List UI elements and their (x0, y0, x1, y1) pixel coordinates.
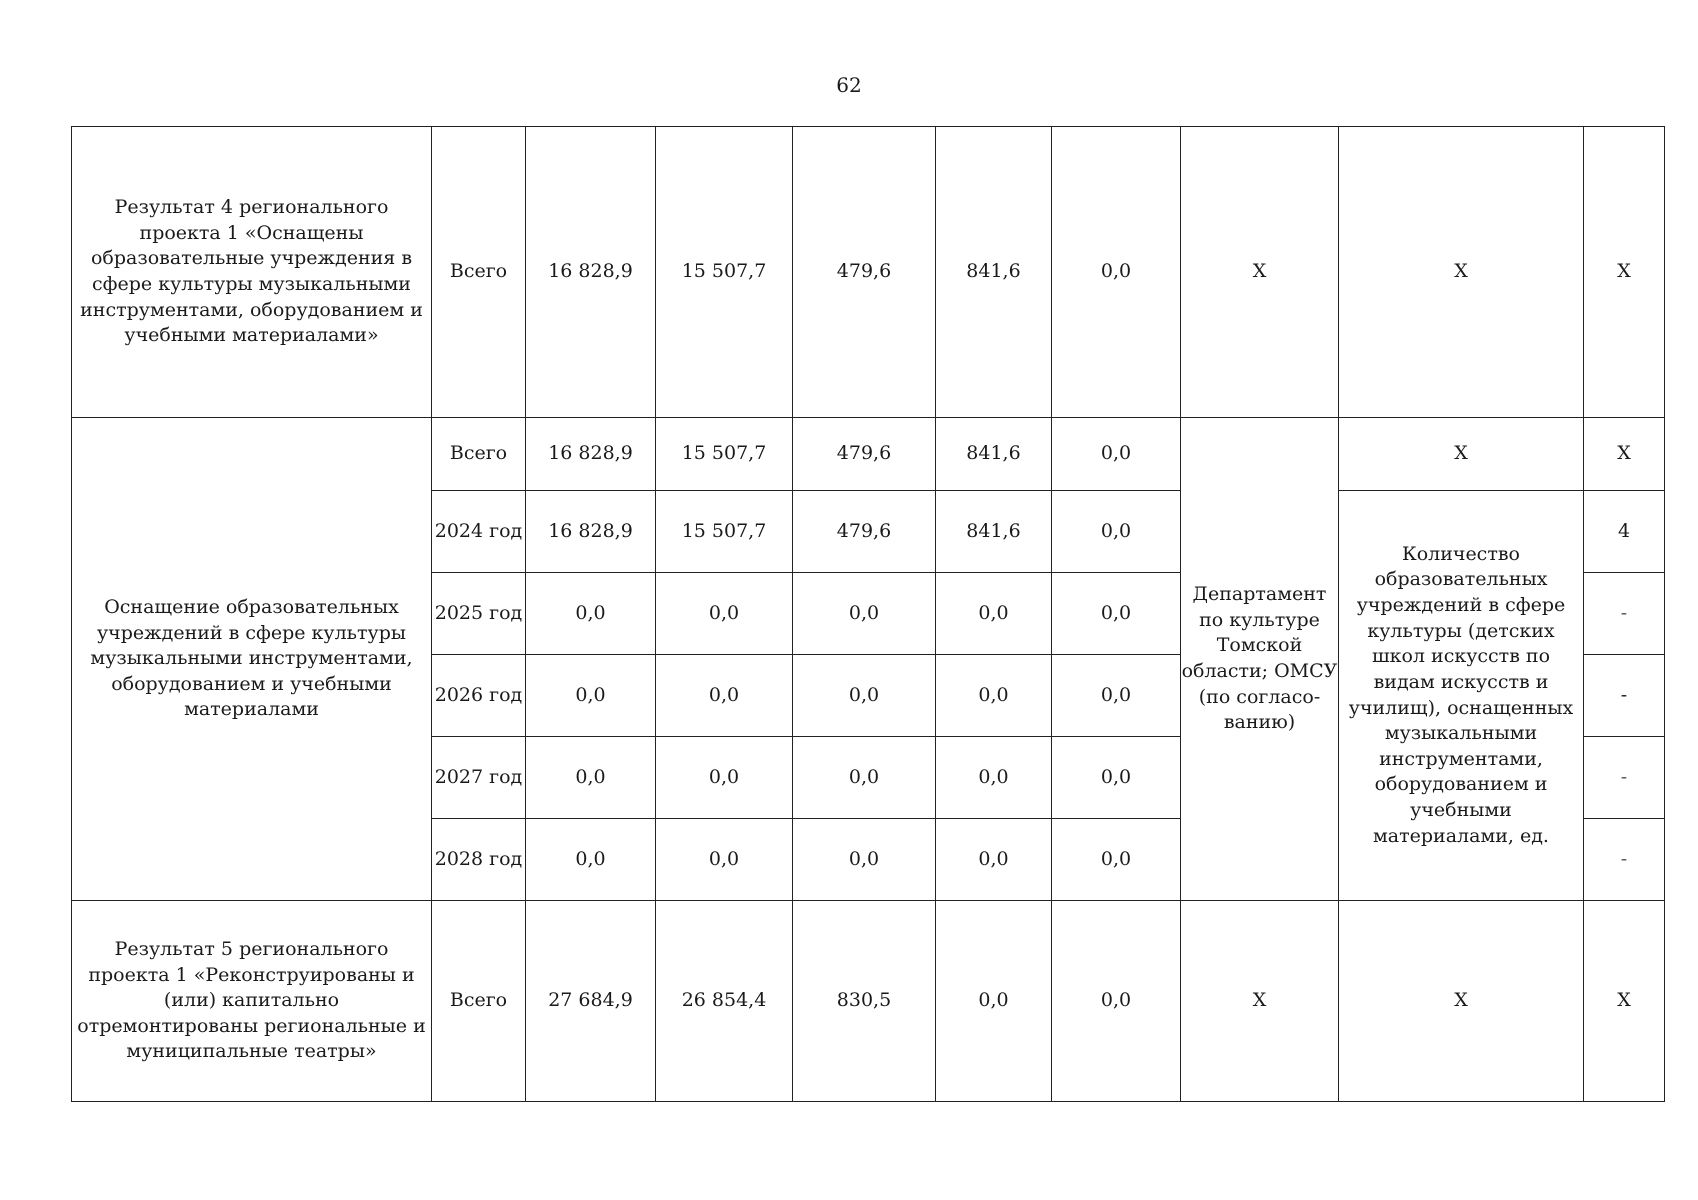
result-4-federal: 15 507,7 (656, 127, 793, 418)
event-period: Всего (432, 418, 526, 491)
event-period: 2025 год (432, 573, 526, 655)
event-value: 841,6 (936, 418, 1052, 491)
event-target: - (1584, 819, 1665, 901)
event-value: 0,0 (793, 819, 936, 901)
event-period: 2024 год (432, 491, 526, 573)
result-4-regional: 479,6 (793, 127, 936, 418)
event-value: 15 507,7 (656, 491, 793, 573)
event-target: X (1584, 418, 1665, 491)
table-row (72, 418, 1665, 491)
result-4-total: 16 828,9 (526, 127, 656, 418)
result-4-other: 0,0 (1052, 127, 1181, 418)
event-value: 0,0 (793, 655, 936, 737)
event-value: 0,0 (936, 655, 1052, 737)
result-4-target: X (1584, 127, 1665, 418)
event-target: - (1584, 573, 1665, 655)
event-target: - (1584, 737, 1665, 819)
result-5-total: 27 684,9 (526, 901, 656, 1102)
result-5-target: X (1584, 901, 1665, 1102)
result-4-description: Результат 4 регионального проекта 1 «Оснащены образовательные учреждения в сфере культуры музыкальными инструментами, оборудованием и учебными материалами» (72, 127, 432, 418)
event-value: 0,0 (656, 655, 793, 737)
event-value: 0,0 (936, 737, 1052, 819)
event-value: 0,0 (526, 737, 656, 819)
result-5-description: Результат 5 регионального проекта 1 «Реконструированы и (или) капитально отремонтированы региональные и муниципальные театры» (72, 901, 432, 1102)
event-value: 16 828,9 (526, 418, 656, 491)
event-period: 2026 год (432, 655, 526, 737)
result-4-local: 841,6 (936, 127, 1052, 418)
event-value: 479,6 (793, 491, 936, 573)
result-5-regional: 830,5 (793, 901, 936, 1102)
event-description: Оснащение образовательных учреждений в сфере культуры музыкальными инструментами, оборудованием и учебными материалами (72, 418, 432, 901)
event-target: - (1584, 655, 1665, 737)
event-period: 2027 год (432, 737, 526, 819)
event-value: 0,0 (526, 655, 656, 737)
result-5-period: Всего (432, 901, 526, 1102)
result-5-other: 0,0 (1052, 901, 1181, 1102)
page-number: 62 (836, 73, 862, 97)
event-value: 841,6 (936, 491, 1052, 573)
result-5-federal: 26 854,4 (656, 901, 793, 1102)
event-value: 0,0 (656, 737, 793, 819)
event-value: 0,0 (793, 737, 936, 819)
event-value: 0,0 (526, 819, 656, 901)
event-executor: Департамент по культуре Томской области; ОМСУ (по согласо-ванию) (1181, 418, 1339, 901)
event-value: 0,0 (656, 573, 793, 655)
event-value: 0,0 (1052, 418, 1181, 491)
result-5-indicator: X (1339, 901, 1584, 1102)
result-5-local: 0,0 (936, 901, 1052, 1102)
table-row (72, 127, 1665, 418)
event-value: 15 507,7 (656, 418, 793, 491)
result-4-executor: X (1181, 127, 1339, 418)
event-value: 0,0 (656, 819, 793, 901)
result-4-indicator: X (1339, 127, 1584, 418)
event-value: 0,0 (1052, 573, 1181, 655)
result-5-executor: X (1181, 901, 1339, 1102)
event-value: 0,0 (936, 573, 1052, 655)
event-target: 4 (1584, 491, 1665, 573)
event-indicator: Количество образовательных учреждений в сфере культуры (детских школ искусств по видам искусств и училищ), оснащенных музыкальными инструментами, оборудованием и учебными материалами, ед. (1339, 491, 1584, 901)
event-value: 0,0 (793, 573, 936, 655)
budget-table (71, 126, 1665, 1102)
event-indicator-total: X (1339, 418, 1584, 491)
event-value: 479,6 (793, 418, 936, 491)
table-row (72, 901, 1665, 1102)
event-value: 0,0 (1052, 737, 1181, 819)
event-period: 2028 год (432, 819, 526, 901)
result-4-period: Всего (432, 127, 526, 418)
event-value: 0,0 (1052, 819, 1181, 901)
event-value: 0,0 (526, 573, 656, 655)
event-value: 16 828,9 (526, 491, 656, 573)
event-value: 0,0 (1052, 655, 1181, 737)
event-value: 0,0 (1052, 491, 1181, 573)
event-value: 0,0 (936, 819, 1052, 901)
